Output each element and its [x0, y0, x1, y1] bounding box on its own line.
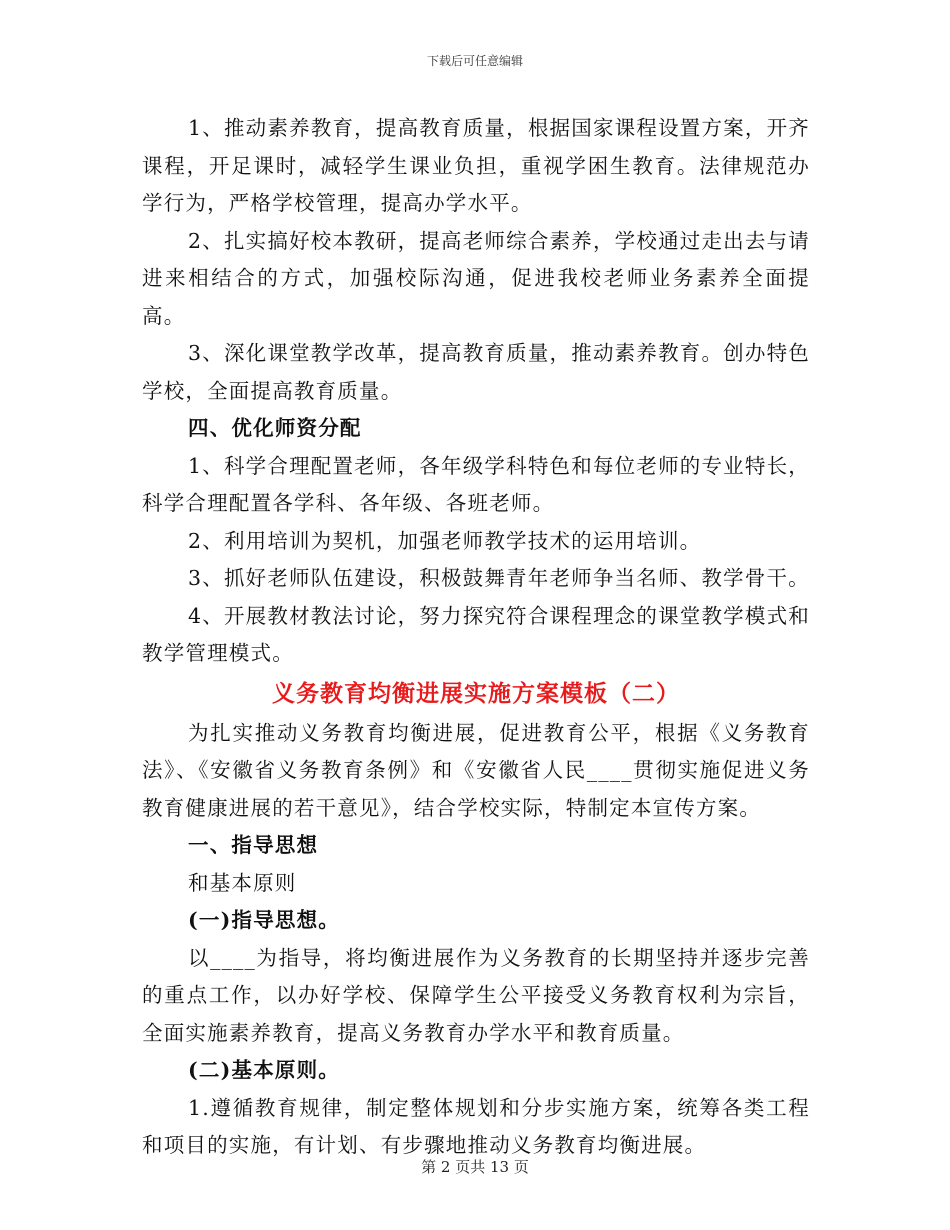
paragraph: 和基本原则 [188, 870, 297, 895]
paragraph: 2、利用培训为契机，加强老师教学技术的运用培训。 [188, 528, 702, 553]
page-header: 下载后可任意编辑 [426, 54, 523, 68]
paragraph: 3、抓好老师队伍建设，积极鼓舞青年老师争当名师、教学骨干。 [188, 566, 810, 590]
paragraph: 3、深化课堂教学改革，提高教育质量，推动素养教育。创办特色学校，全面提高教育质量。 [142, 341, 810, 403]
section-heading: 一、指导思想 [188, 833, 319, 857]
section-heading: 四、优化师资分配 [188, 416, 362, 440]
paragraph: 为扎实推动义务教育均衡进展，促进教育公平，根据《义务教育法》、《安徽省义务教育条例》和《安徽省人民____贯彻实施促进义务教育健康进展的若干意见》，结合学校实际，特制定本宣传方案。 [142, 720, 810, 820]
paragraph: 1、推动素养教育，提高教育质量，根据国家课程设置方案，开齐课程，开足课时，减轻学生课业负担，重视学困生教育。法律规范办学行为，严格学校管理，提高办学水平。 [142, 116, 810, 215]
paragraph: 以____为指导，将均衡进展作为义务教育的长期坚持并逐步完善的重点工作，以办好学校、保障学生公平接受义务教育权利为宗旨，全面实施素养教育，提高义务教育办学水平和教育质量。 [142, 945, 810, 1045]
document-body [142, 110, 810, 1165]
subsection-heading: (二)基本原则。 [188, 1058, 340, 1082]
subsection-heading: (一)指导思想。 [188, 908, 340, 932]
paragraph: 2、扎实搞好校本教研，提高老师综合素养，学校通过走出去与请进来相结合的方式，加强校际沟通，促进我校老师业务素养全面提高。 [142, 228, 810, 328]
paragraph: 4、开展教材教法讨论，努力探究符合课程理念的课堂教学模式和教学管理模式。 [142, 603, 810, 665]
document-title: 义务教育均衡进展实施方案模板（二） [272, 679, 680, 707]
paragraph: 1.遵循教育规律，制定整体规划和分步实施方案，统筹各类工程和项目的实施，有计划、有步骤地推动义务教育均衡进展。 [142, 1095, 810, 1157]
page-footer: 第 2 页共 13 页 [421, 1158, 529, 1176]
paragraph: 1、科学合理配置老师，各年级学科特色和每位老师的专业特长，科学合理配置各学科、各年级、各班老师。 [142, 453, 810, 515]
